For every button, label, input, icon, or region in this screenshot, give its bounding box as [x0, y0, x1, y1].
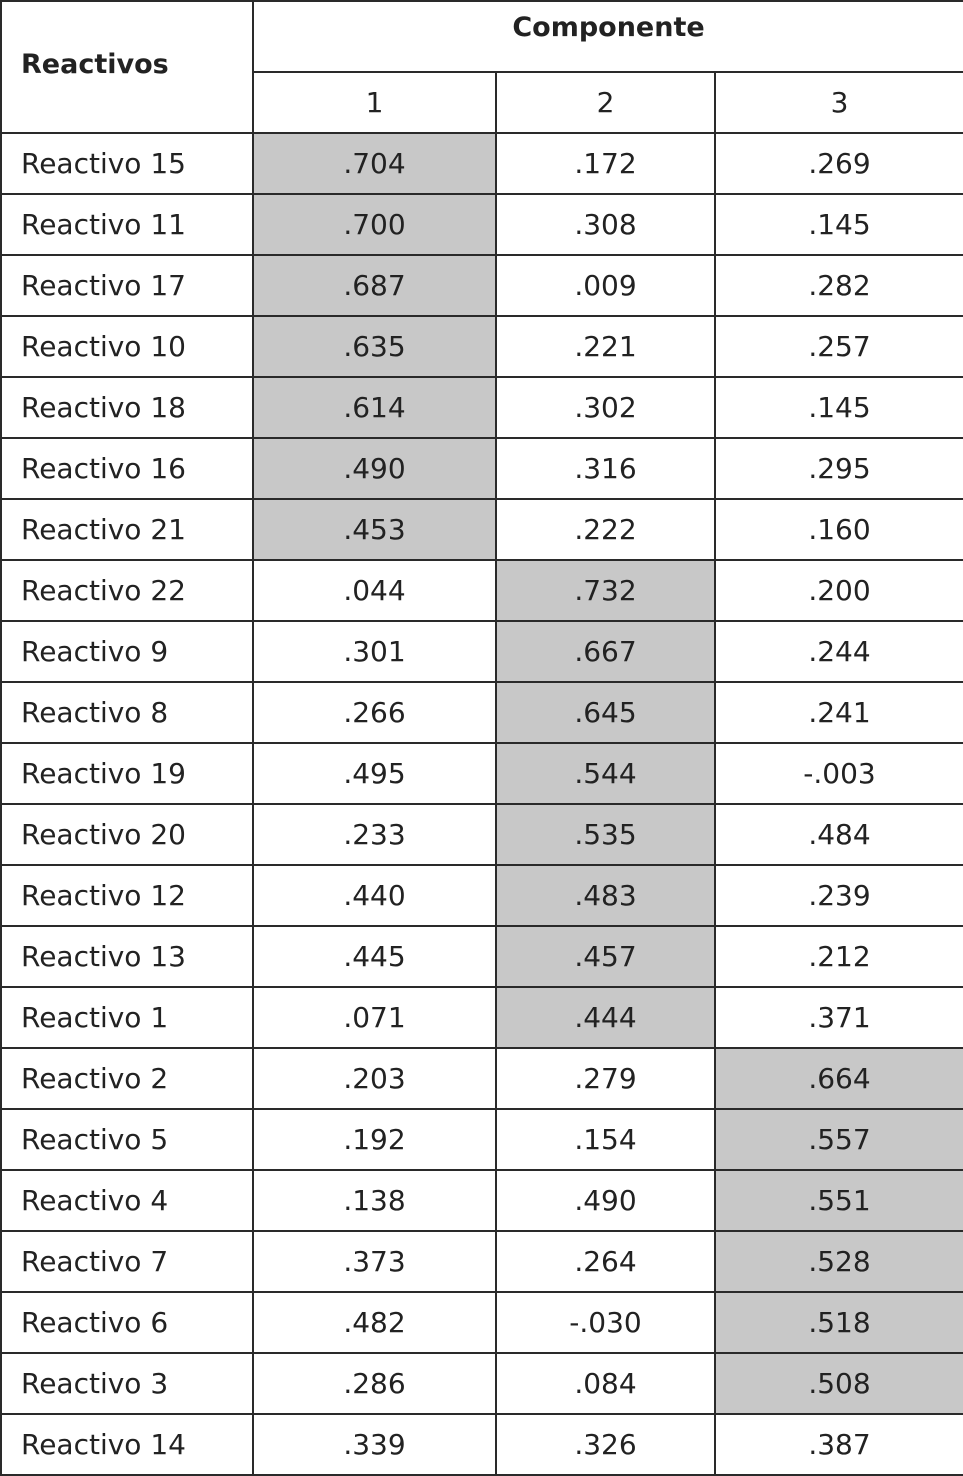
row-label: Reactivo 15: [1, 133, 253, 194]
loading-cell-component-2: .222: [496, 499, 715, 560]
row-label: Reactivo 21: [1, 499, 253, 560]
loading-cell-component-3: .551: [715, 1170, 963, 1231]
row-label: Reactivo 17: [1, 255, 253, 316]
loading-cell-component-2: .009: [496, 255, 715, 316]
table-row: [1, 133, 963, 194]
table-row: [1, 1231, 963, 1292]
loading-cell-component-1: .339: [253, 1414, 496, 1475]
loading-cell-component-1: .614: [253, 377, 496, 438]
table-row: [1, 1048, 963, 1109]
loading-cell-component-3: .200: [715, 560, 963, 621]
loading-cell-component-2: .316: [496, 438, 715, 499]
table-row: [1, 987, 963, 1048]
loading-cell-component-3: .518: [715, 1292, 963, 1353]
loading-cell-component-1: .301: [253, 621, 496, 682]
row-label: Reactivo 18: [1, 377, 253, 438]
loading-cell-component-3: .145: [715, 377, 963, 438]
loading-cell-component-1: .687: [253, 255, 496, 316]
loading-cell-component-3: .241: [715, 682, 963, 743]
table-row: [1, 926, 963, 987]
loading-cell-component-1: .440: [253, 865, 496, 926]
row-label: Reactivo 7: [1, 1231, 253, 1292]
loading-cell-component-2: .221: [496, 316, 715, 377]
loading-cell-component-1: .233: [253, 804, 496, 865]
row-label: Reactivo 2: [1, 1048, 253, 1109]
table-row: [1, 865, 963, 926]
loading-cell-component-3: .371: [715, 987, 963, 1048]
table-row: [1, 804, 963, 865]
loading-cell-component-2: .308: [496, 194, 715, 255]
loading-cell-component-1: .373: [253, 1231, 496, 1292]
table-row: [1, 1292, 963, 1353]
loading-cell-component-2: .172: [496, 133, 715, 194]
table-row: [1, 560, 963, 621]
row-label: Reactivo 8: [1, 682, 253, 743]
table-row: [1, 621, 963, 682]
row-label: Reactivo 6: [1, 1292, 253, 1353]
table-row: [1, 1353, 963, 1414]
loading-cell-component-1: .044: [253, 560, 496, 621]
loading-cell-component-2: -.030: [496, 1292, 715, 1353]
table-row: [1, 377, 963, 438]
loading-cell-component-2: .544: [496, 743, 715, 804]
loading-cell-component-3: .244: [715, 621, 963, 682]
loading-cell-component-1: .286: [253, 1353, 496, 1414]
loading-cell-component-2: .302: [496, 377, 715, 438]
loading-cell-component-1: .700: [253, 194, 496, 255]
loading-cell-component-1: .453: [253, 499, 496, 560]
loading-cell-component-1: .635: [253, 316, 496, 377]
loading-cell-component-3: .239: [715, 865, 963, 926]
loading-cell-component-3: .145: [715, 194, 963, 255]
row-label: Reactivo 16: [1, 438, 253, 499]
loading-cell-component-3: .557: [715, 1109, 963, 1170]
loading-cell-component-1: .192: [253, 1109, 496, 1170]
component-1-header: 1: [253, 72, 496, 133]
loading-cell-component-2: .084: [496, 1353, 715, 1414]
loading-cell-component-1: .203: [253, 1048, 496, 1109]
loading-cell-component-3: .269: [715, 133, 963, 194]
row-label: Reactivo 1: [1, 987, 253, 1048]
loading-cell-component-2: .490: [496, 1170, 715, 1231]
table-row: [1, 194, 963, 255]
loading-cell-component-1: .490: [253, 438, 496, 499]
table-row: [1, 255, 963, 316]
loading-cell-component-2: .645: [496, 682, 715, 743]
loading-cell-component-1: .704: [253, 133, 496, 194]
loading-cell-component-3: -.003: [715, 743, 963, 804]
row-label: Reactivo 5: [1, 1109, 253, 1170]
loading-cell-component-2: .264: [496, 1231, 715, 1292]
table-row: [1, 499, 963, 560]
loading-cell-component-3: .160: [715, 499, 963, 560]
loading-cell-component-2: .279: [496, 1048, 715, 1109]
row-label: Reactivo 4: [1, 1170, 253, 1231]
table-body: [1, 133, 963, 1475]
row-label: Reactivo 14: [1, 1414, 253, 1475]
row-label: Reactivo 9: [1, 621, 253, 682]
loading-cell-component-1: .495: [253, 743, 496, 804]
loading-cell-component-3: .212: [715, 926, 963, 987]
loading-cell-component-2: .444: [496, 987, 715, 1048]
table-row: [1, 1414, 963, 1475]
loading-cell-component-2: .457: [496, 926, 715, 987]
loading-cell-component-3: .528: [715, 1231, 963, 1292]
component-3-header: 3: [715, 72, 963, 133]
table-row: [1, 743, 963, 804]
componente-header: Componente: [253, 1, 963, 72]
row-label: Reactivo 3: [1, 1353, 253, 1414]
loading-cell-component-2: .483: [496, 865, 715, 926]
row-label: Reactivo 22: [1, 560, 253, 621]
loading-cell-component-3: .387: [715, 1414, 963, 1475]
table-row: [1, 1109, 963, 1170]
table-row: [1, 682, 963, 743]
loading-cell-component-1: .445: [253, 926, 496, 987]
reactivos-header: Reactivos: [1, 1, 253, 133]
loading-cell-component-3: .508: [715, 1353, 963, 1414]
table-row: [1, 1170, 963, 1231]
loading-cell-component-3: .282: [715, 255, 963, 316]
loading-cell-component-1: .138: [253, 1170, 496, 1231]
table-row: [1, 316, 963, 377]
loading-cell-component-2: .535: [496, 804, 715, 865]
loading-cell-component-3: .295: [715, 438, 963, 499]
loading-cell-component-2: .154: [496, 1109, 715, 1170]
loading-cell-component-1: .482: [253, 1292, 496, 1353]
row-label: Reactivo 19: [1, 743, 253, 804]
component-2-header: 2: [496, 72, 715, 133]
row-label: Reactivo 12: [1, 865, 253, 926]
table-row: [1, 438, 963, 499]
row-label: Reactivo 20: [1, 804, 253, 865]
row-label: Reactivo 11: [1, 194, 253, 255]
row-label: Reactivo 10: [1, 316, 253, 377]
loading-cell-component-2: .326: [496, 1414, 715, 1475]
loading-cell-component-1: .266: [253, 682, 496, 743]
loading-cell-component-3: .257: [715, 316, 963, 377]
loading-cell-component-1: .071: [253, 987, 496, 1048]
loading-cell-component-2: .732: [496, 560, 715, 621]
loading-cell-component-2: .667: [496, 621, 715, 682]
table-header: [1, 1, 963, 133]
loading-cell-component-3: .664: [715, 1048, 963, 1109]
row-label: Reactivo 13: [1, 926, 253, 987]
loading-cell-component-3: .484: [715, 804, 963, 865]
